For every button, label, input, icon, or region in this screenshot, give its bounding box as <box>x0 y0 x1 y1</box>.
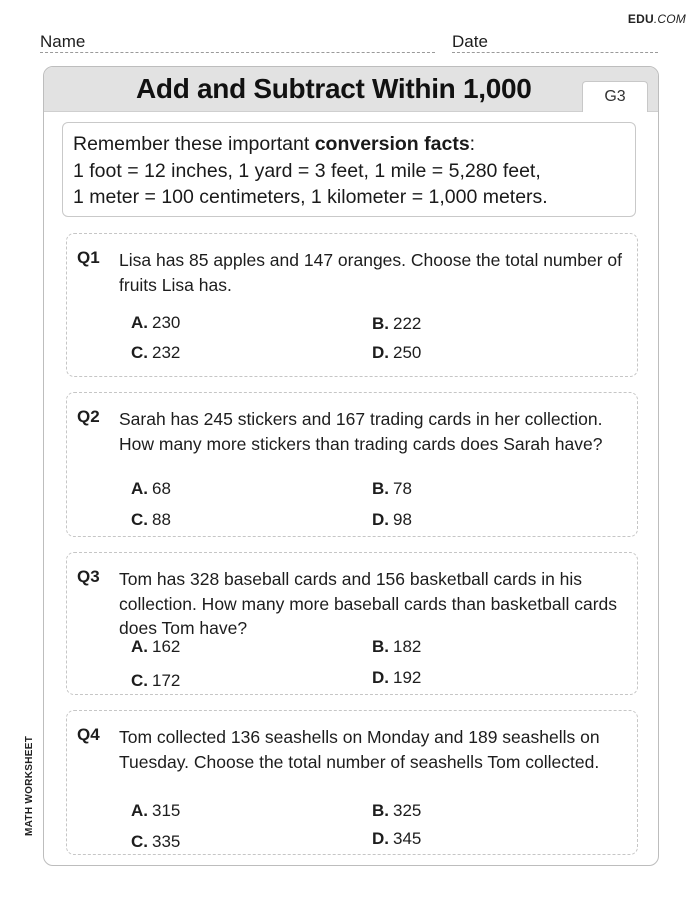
facts-intro: Remember these important <box>73 133 315 155</box>
brand-com: .COM <box>653 12 686 26</box>
option-value: 315 <box>152 801 181 820</box>
option-letter: D. <box>372 668 389 687</box>
question-number: Q4 <box>77 725 100 744</box>
question-number: Q2 <box>77 407 100 426</box>
question-text: Tom collected 136 seashells on Monday and 189 seashells on Tuesday. Choose the total number of seashells Tom collected. <box>119 727 600 772</box>
option-letter: B. <box>372 479 389 498</box>
option-b[interactable] <box>372 637 421 657</box>
option-value: 78 <box>393 479 412 498</box>
option-c[interactable] <box>131 510 171 530</box>
option-c[interactable] <box>131 832 180 852</box>
option-letter: A. <box>131 801 148 820</box>
option-letter: C. <box>131 510 148 529</box>
option-letter: C. <box>131 832 148 851</box>
option-value: 335 <box>152 832 181 851</box>
title-bar <box>44 67 658 112</box>
option-d[interactable] <box>372 510 412 530</box>
option-value: 182 <box>393 637 422 656</box>
question-text: Sarah has 245 stickers and 167 trading cards in her collection. How many more stickers than trading cards does Sarah have? <box>119 409 603 454</box>
question-card-q2 <box>66 392 638 537</box>
question-card-q4 <box>66 710 638 855</box>
option-c[interactable] <box>131 343 180 363</box>
option-d[interactable] <box>372 343 421 363</box>
option-b[interactable] <box>372 479 412 499</box>
option-value: 325 <box>393 801 422 820</box>
option-value: 162 <box>152 637 181 656</box>
facts-line-2: 1 foot = 12 inches, 1 yard = 3 feet, 1 mile = 5,280 feet, <box>73 159 541 182</box>
facts-line-3: 1 meter = 100 centimeters, 1 kilometer = 1,000 meters. <box>73 186 548 208</box>
option-d[interactable] <box>372 829 421 849</box>
date-label: Date <box>452 32 488 51</box>
option-letter: D. <box>372 829 389 848</box>
worksheet-title: Add and Subtract Within 1,000 <box>136 73 532 104</box>
option-value: 250 <box>393 343 422 362</box>
option-letter: A. <box>131 313 148 332</box>
option-a[interactable] <box>131 637 180 657</box>
option-value: 98 <box>393 510 412 529</box>
option-c[interactable] <box>131 671 180 691</box>
option-letter: D. <box>372 510 389 529</box>
name-field[interactable] <box>40 32 435 53</box>
question-text: Tom has 328 baseball cards and 156 basketball cards in his collection. How many more baseball cards than basketball cards does Tom have? <box>119 569 618 638</box>
option-value: 172 <box>152 671 181 690</box>
question-card-q3 <box>66 552 638 695</box>
facts-emphasis: conversion facts <box>314 133 470 155</box>
option-letter: B. <box>372 637 389 656</box>
option-letter: B. <box>372 314 389 333</box>
option-a[interactable] <box>131 313 180 333</box>
option-letter: C. <box>131 343 148 362</box>
date-field[interactable] <box>452 32 658 53</box>
facts-colon: : <box>469 133 476 155</box>
name-label: Name <box>40 32 86 51</box>
option-value: 345 <box>393 829 422 848</box>
option-value: 230 <box>152 313 181 332</box>
option-value: 68 <box>152 479 171 498</box>
option-letter: B. <box>372 801 389 820</box>
option-d[interactable] <box>372 668 421 688</box>
option-b[interactable] <box>372 801 421 821</box>
brand-edu: EDU <box>627 12 654 26</box>
option-letter: D. <box>372 343 389 362</box>
option-b[interactable] <box>372 314 421 334</box>
option-a[interactable] <box>131 801 180 821</box>
option-a[interactable] <box>131 479 171 499</box>
grade-tab: G3 <box>582 81 648 112</box>
option-letter: A. <box>131 637 148 656</box>
option-value: 192 <box>393 668 422 687</box>
question-number: Q1 <box>77 248 100 267</box>
option-value: 222 <box>393 314 422 333</box>
option-value: 88 <box>152 510 171 529</box>
brand-logo <box>628 12 686 26</box>
option-letter: C. <box>131 671 148 690</box>
side-label: MATH WORKSHEET <box>24 735 35 836</box>
facts-line-1 <box>73 131 635 158</box>
conversion-facts-box <box>62 122 636 217</box>
question-text: Lisa has 85 apples and 147 oranges. Choose the total number of fruits Lisa has. <box>119 250 622 295</box>
option-letter: A. <box>131 479 148 498</box>
question-card-q1 <box>66 233 638 377</box>
option-value: 232 <box>152 343 181 362</box>
question-number: Q3 <box>77 567 100 586</box>
